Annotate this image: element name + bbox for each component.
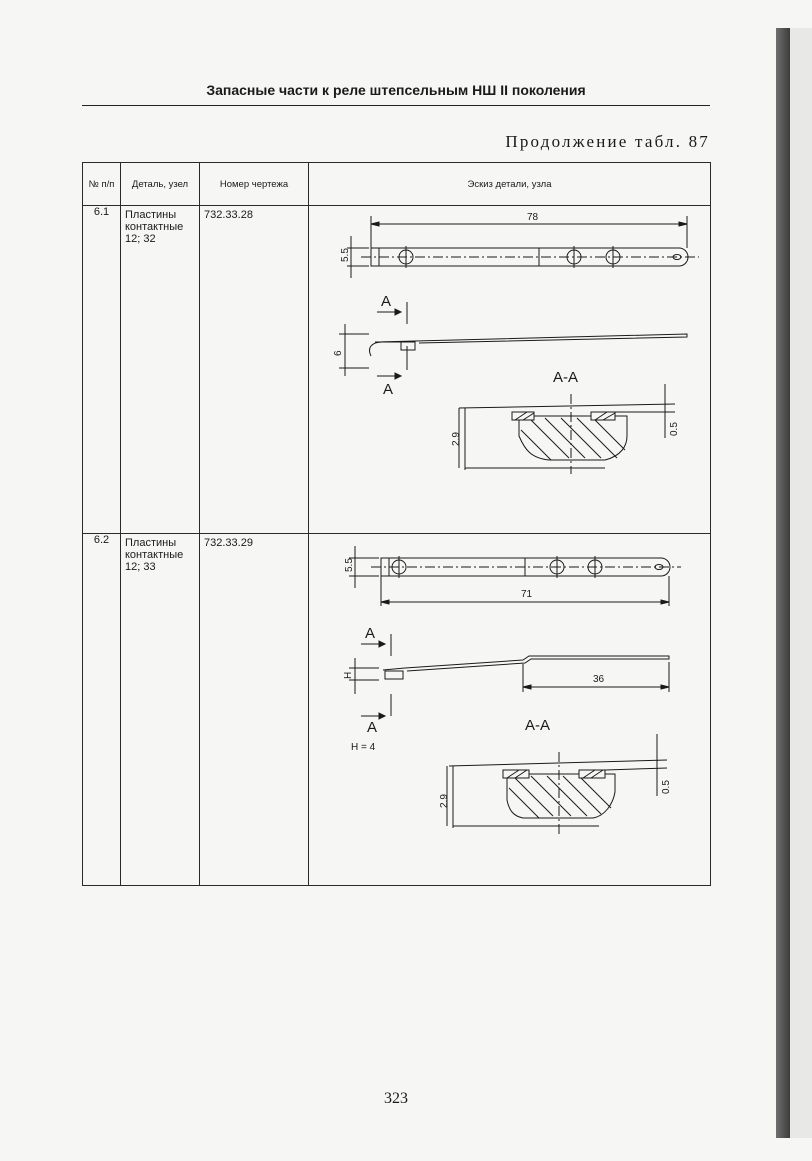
page-number: 323 [384, 1090, 408, 1107]
plan-view [340, 212, 699, 278]
col-header-number: № п/п [83, 163, 121, 206]
section-title: А-А [553, 369, 579, 386]
plan-width-dim: 5.5 [340, 248, 351, 262]
table-header-row [83, 163, 711, 206]
table-continuation-label: Продолжение табл. 87 [505, 132, 710, 151]
title-rule [82, 105, 710, 106]
row-drawing [200, 206, 309, 534]
drawing-number: 732.33.29 [204, 537, 253, 549]
bend-length-dim: 36 [593, 674, 605, 685]
section-thickness-dim: 0.5 [661, 780, 672, 794]
plan-view [344, 546, 681, 606]
part-sketch-6-1 [309, 206, 709, 531]
section-height-dim: 2.9 [451, 432, 462, 446]
col-header-drawing: Номер чертежа [200, 163, 309, 206]
section-title: А-А [525, 717, 551, 734]
section-mark-top: А [365, 625, 376, 642]
part-name: Пластины контактные 12; 32 [125, 209, 184, 245]
row-part [121, 534, 200, 886]
row-number: 6.2 [83, 534, 121, 886]
section-mark-bottom: А [367, 719, 378, 736]
scan-edge-shadow [776, 28, 790, 1138]
side-height-dim: 6 [333, 350, 344, 356]
section-mark-bottom: А [383, 381, 394, 398]
sketch-cell [309, 534, 711, 886]
table-row [83, 206, 711, 534]
side-view [333, 293, 687, 398]
section-thickness-dim: 0.5 [669, 422, 680, 436]
col-header-part: Деталь, узел [121, 163, 200, 206]
plan-width-dim: 5.5 [344, 558, 355, 572]
spare-parts-table [82, 162, 711, 886]
sketch-cell [309, 206, 711, 534]
side-height-dim: Н [343, 671, 354, 679]
table-row [83, 534, 711, 886]
plan-length-dim: 78 [527, 212, 539, 223]
section-view [439, 717, 672, 834]
scan-margin [790, 28, 812, 1138]
running-title: Запасные части к реле штепсельным НШ II поколения [206, 82, 586, 98]
section-view [451, 369, 680, 474]
height-note: Н = 4 [351, 742, 376, 753]
plan-length-dim: 71 [521, 589, 533, 600]
row-drawing [200, 534, 309, 886]
col-header-sketch: Эскиз детали, узла [309, 163, 711, 206]
section-mark-top: А [381, 293, 392, 310]
drawing-number: 732.33.28 [204, 209, 253, 221]
row-part [121, 206, 200, 534]
side-view [343, 625, 669, 753]
row-number: 6.1 [83, 206, 121, 534]
part-name: Пластины контактные 12; 33 [125, 537, 184, 573]
section-height-dim: 2.9 [439, 794, 450, 808]
part-sketch-6-2 [309, 534, 709, 883]
